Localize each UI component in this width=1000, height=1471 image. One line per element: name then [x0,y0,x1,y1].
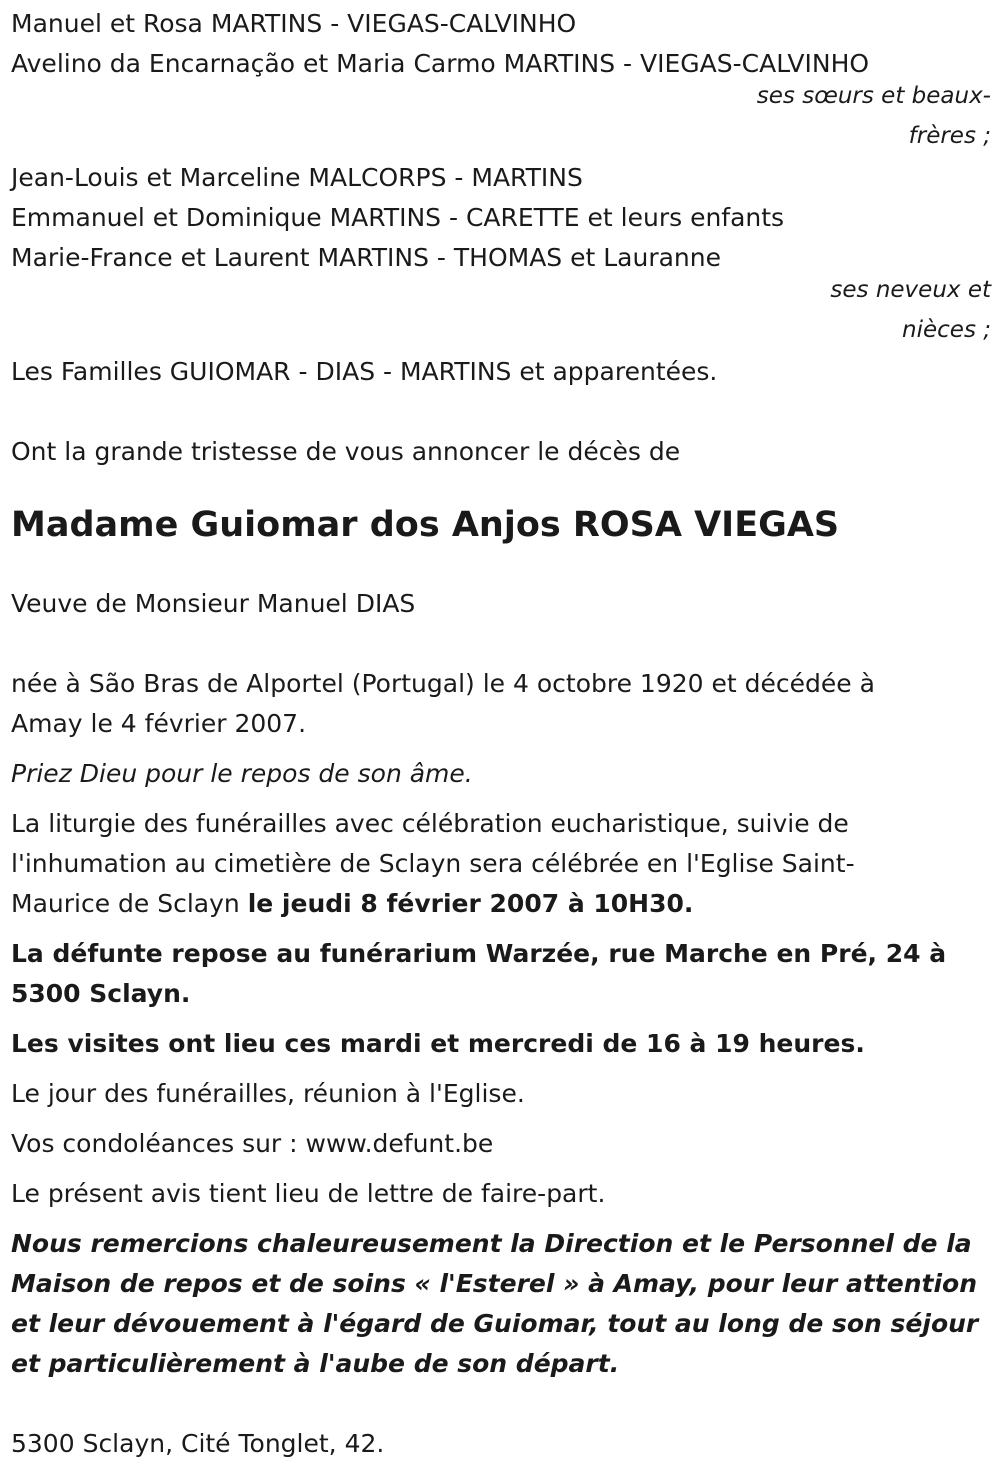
liturgy-place: Maurice de Sclayn [11,889,248,918]
prayer-text: Priez Dieu pour le repos de son âme. [11,759,473,788]
thanks-line: Nous remercions chaleureusement la Direction et le Personnel de la [11,1229,972,1258]
address-text: 5300 Sclayn, Cité Tonglet, 42. [11,1429,385,1458]
relation-note: frères ; [908,123,991,149]
notice-text: Le présent avis tient lieu de lettre de faire-part. [11,1179,606,1208]
family-line: Marie-France et Laurent MARTINS - THOMAS et Lauranne [11,243,721,272]
liturgy-line: La liturgie des funérailles avec célébration eucharistique, suivie de [11,809,849,838]
relation-note: nièces ; [902,317,991,343]
family-line: Les Familles GUIOMAR - DIAS - MARTINS et apparentées. [11,357,718,386]
liturgy-line: l'inhumation au cimetière de Sclayn sera célébrée en l'Eglise Saint- [11,849,855,878]
family-line: Jean-Louis et Marceline MALCORPS - MARTINS [11,163,583,192]
thanks-line: et particulièrement à l'aube de son départ. [11,1349,620,1378]
deceased-name: Madame Guiomar dos Anjos ROSA VIEGAS [11,505,840,545]
repose-line: 5300 Sclayn. [11,979,191,1008]
widow-of-text: Veuve de Monsieur Manuel DIAS [11,589,416,618]
thanks-line: et leur dévouement à l'égard de Guiomar, tout au long de son séjour [11,1309,979,1338]
announcement-text: Ont la grande tristesse de vous annoncer le décès de [11,437,681,466]
relation-note: ses neveux et [830,277,991,303]
obituary-page [11,4,991,1464]
family-line: Emmanuel et Dominique MARTINS - CARETTE et leurs enfants [11,203,785,232]
liturgy-datetime: le jeudi 8 février 2007 à 10H30. [247,889,694,918]
liturgy-line [11,884,991,924]
condolences-info: Vos condoléances sur : www.defunt.be [11,1129,494,1158]
birth-death-line: née à São Bras de Alportel (Portugal) le 4 octobre 1920 et décédée à [11,669,875,698]
thanks-message [11,1224,991,1384]
repose-info [11,934,991,1014]
family-line: Manuel et Rosa MARTINS - VIEGAS-CALVINHO [11,9,577,38]
liturgy-info [11,804,991,924]
birth-death-info [11,664,991,744]
family-block [11,4,991,392]
relation-note: ses sœurs et beaux- [756,83,991,109]
repose-line: La défunte repose au funérarium Warzée, rue Marche en Pré, 24 à [11,939,947,968]
thanks-line: Maison de repos et de soins « l'Esterel » à Amay, pour leur attention [11,1269,977,1298]
family-line: Avelino da Encarnação et Maria Carmo MARTINS - VIEGAS-CALVINHO [11,49,870,78]
reunion-info: Le jour des funérailles, réunion à l'Eglise. [11,1079,525,1108]
visits-info: Les visites ont lieu ces mardi et mercredi de 16 à 19 heures. [11,1029,865,1058]
birth-death-line: Amay le 4 février 2007. [11,709,307,738]
